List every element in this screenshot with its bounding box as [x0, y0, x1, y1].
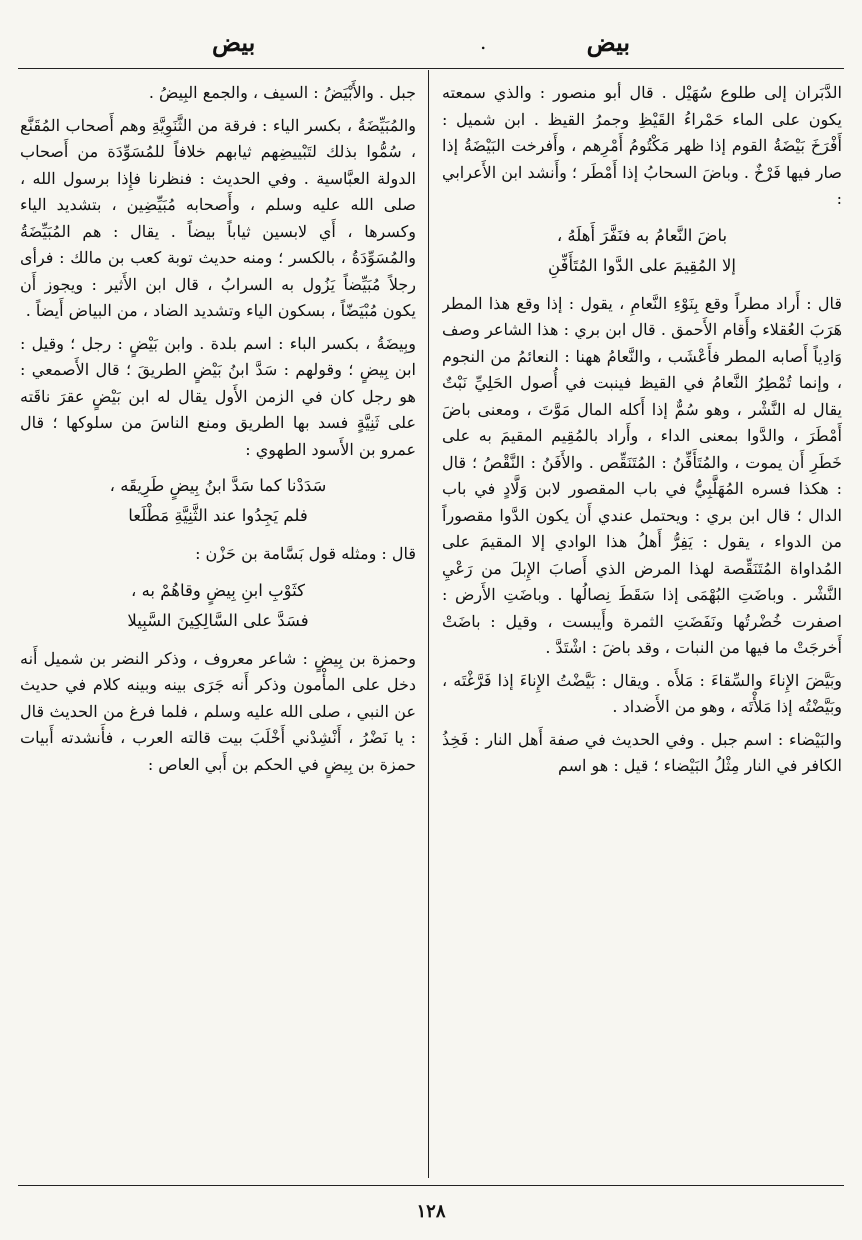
verse-block	[442, 221, 842, 281]
verse-line: سَدَدْنا كما سَدَّ ابنُ بِيضٍ طَرِيقَه ،	[109, 476, 327, 495]
header-separator: .	[480, 30, 487, 54]
paragraph: الدَّبَران إلى طلوع سُهَيْل . قال أبو منصور : والذي سمعته يكون على الماء حَمْراءُ القَيْظِ وجمرُ القيظ . ابن شميل : أَفْرَخَ بَيْضَةُ القوم إذا ظهر مَكْتُومُ أَمْرِهم ، وأَفرخت البَيْضَةُ إذا صار فيها فَرْخٌ . وباضَ السحابُ إذا أَمْطَر ؛ وأَنشد ابن الأَعرابي :	[442, 83, 842, 208]
bottom-rule	[18, 1185, 844, 1186]
paragraph: قال : أَراد مطراً وقع بِنَوْءِ النَّعامِ ، يقول : إذا وقع هذا المطر هَرَبَ العُقلاء وأَقام الأَحمق . قال ابن بري : هذا الشاعر وصف وَادِياً أَصابه المطر فأَعْشَب ، والنَّعامُ ههنا : النعائمُ من النجوم ، وإنما تُمْطِرُ النَّعامُ في القيظ فينبت في أُصول الحَلِيِّ نَبْتٌ يقال له النَّشْر ، وهو سُمٌّ إذا أَكله المال مَوَّتَ ، ومعنى باضَ أَمْطَرَ ، والدَّوا بمعنى الداء ، وأَراد بالمُقِيم المقيمَ به على خَطَرِ أَن يموت ، والمُتَأَفِّنُ : المُتَنَقِّص . والأَفَنُ : النَّقْصُ ؛ قال : هكذا فسره المُهَلَّبِيُّ في باب المقصور لابن وَلَّادٍ في باب الدال ؛ قال ابن بري : ويحتمل عندي أَن يكون الدَّوا مقصوراً من الدواء ، يقول : يَفِرُّ أَهلُ هذا الوادي إلا المقيمَ على المُداواة المُتَنَقِّصة لهذا المرض الذي أَصابَ الإِبلَ من رَعْيِ النَّشْر . وباضَتِ البُهْمَى إذا سَقَطَ نِصالُها . وباضَتِ الأَرض : اصفرت خُضْرتُها ونَفَضَتِ الثمرة وأَيبست ، وقيل : باضَتْ أَخرجَتْ ما فيها من النبات ، وقد باضَ : اشْتَدَّ .	[442, 293, 842, 657]
paragraph: والبَيْضاء : اسم جبل . وفي الحديث في صفة أَهل النار : فَخِذُ الكافر في النار مِثْلُ البَيْضاء ؛ قيل : هو اسم	[442, 729, 842, 775]
paragraph: جبل . والأَبْيَضُ : السيف ، والجمع البِيضُ .	[148, 83, 416, 102]
verse-block	[20, 576, 416, 636]
paragraph: وحمزة بن بِيضٍ : شاعر معروف ، وذكر النضر بن شميل أَنه دخل على المأْمون وذكر أَنه جَرَى بينه وبينه كلام في حديث عن النبي ، صلى الله عليه وسلم ، فلما فرغ من الحديث قال : يا نَضْرُ ، أَنْشِدْني أَخْلَبَ بيت قالته العرب ، فأَنشدته أَبيات حمزة بن بِيضٍ في الحكم بن أَبي العاص :	[20, 648, 416, 774]
verse-line: كثَوْبِ ابنِ بِيضٍ وقاهُمْ به ،	[131, 580, 305, 600]
column-divider	[428, 70, 429, 1178]
verse-line: إلا المُقِيمَ على الدَّوا المُتَأَفِّنِ	[548, 255, 736, 275]
verse-block	[20, 471, 416, 531]
page-number: ١٢٨	[416, 1201, 446, 1222]
right-column	[442, 80, 842, 1176]
left-column	[20, 80, 416, 1176]
paragraph: والمُبَيِّضَةُ ، بكسر الياء : فرقة من الثَّنَوِيَّةِ وهم أَصحاب المُقَنَّع ، سُمُّوا بذلك لتَبْييضِهم ثيابهم خلافاً للمُسَوِّدَة من أَصحاب الدولة العبَّاسية . وفي الحديث : فنظرنا فإِذا برسول الله ، صلى الله عليه وسلم ، وأَصحابه مُبَيِّضِين ، بتشديد الياء وكسرها ، أَي لابسين ثياباً بيضاً . يقال : هم المُبَيِّضَةُ والمُسَوِّدَةُ ، بالكسر ؛ ومنه حديث توبة كعب بن مالك : فرأى رجلاً مُبَيِّضاً يَزُول به السرابُ ، قال ابن الأَثير : ويجوز أَن يكون مُبْيَضّاً ، بسكون الياء وتشديد الضاد ، من البياض أَيضاً .	[20, 115, 416, 320]
paragraph: وبِيضَةُ ، بكسر الباء : اسم بلدة . وابن بَيْضٍ : رجل ؛ وقيل : ابن بِيضٍ ؛ وقولهم : سَدَّ ابنُ بَيْضٍ الطريقَ ؛ قال الأَصمعي : هو رجل كان في الزمن الأَول يقال له ابن بَيْضٍ عقرَ ناقَته على ثَنِيَّةٍ فسد بها الطريق ومنع الناسَ من سلوكها ؛ قال عمرو بن الأَسود الطهوي :	[20, 333, 416, 459]
paragraph: وبَيَّضَ الإِناءَ والسِّقاءَ : مَلأَه . ويقال : بَيَّضْتُ الإِناءَ إذا فَرَّغْتَه ، وبَيَّضْتُه إذا مَلأْتَه ، وهو من الأَضداد .	[442, 670, 842, 716]
headword-left: بيض	[212, 28, 256, 57]
verse-line: فلم يَجِدُوا عند الثَّنِيَّةِ مَطْلَعا	[128, 506, 308, 525]
verse-line: فسَدَّ على السَّالِكِينَ السَّبِيلا	[127, 610, 309, 630]
page-header	[22, 28, 840, 64]
top-rule	[18, 68, 844, 69]
paragraph: قال : ومثله قول بَسَّامة بن حَزْن :	[195, 544, 416, 563]
headword-right: بيض	[586, 28, 630, 57]
verse-line: باضَ النَّعامُ به فنَفَّرَ أَهلَهُ ،	[556, 225, 728, 245]
